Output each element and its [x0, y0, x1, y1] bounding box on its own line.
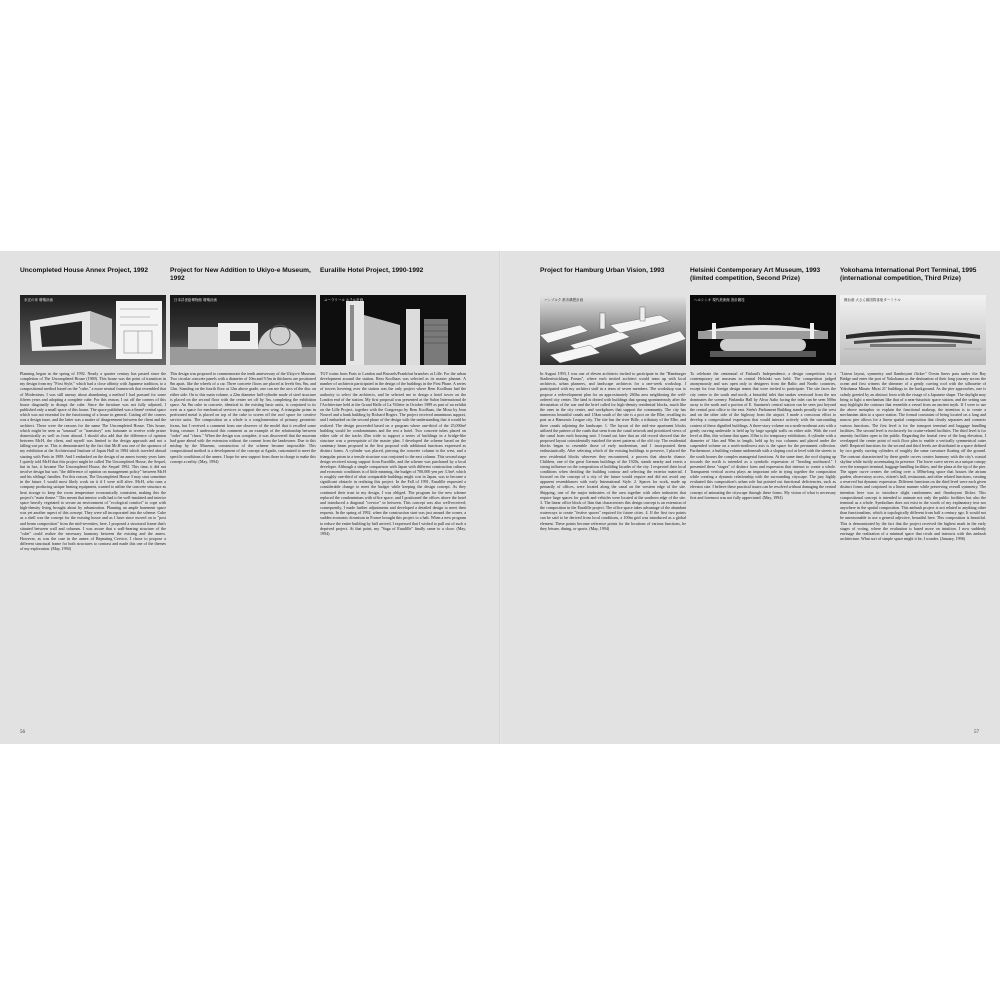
photo-caption: 未完の家 増築計画 [24, 298, 53, 302]
project-description [320, 371, 466, 536]
description-text: In August 1993, I was one of eleven architects invited to participate in the "Hamburger Stadtentwicklung Forum", where each invited architect would team up with local architects, urban planners, and landscape architects for a one-week workshop. I participated with my architect staff in a team of seven members. The workshop was to propose a redevelopment plan for an approximately 260ha area neighboring the well-ordered city center. The land is dotted with buildings that sprang spontaneously after the devastation of the war and the brief called for high-density residential blocks, much like the ones in the city center, and workplaces that support the community. The city has numerous beautiful canals and 15km south of the site is a port on the Elbe, recalling its past as a Hanseatic League city. The site has the river Bille, a tributary of the Elbe, and three canals adjoining the landscape. 1. The layout of the mid-rise apartment blocks utilized the pattern of the roads that stem from the canal network and prioritized views of the canal from each housing unit. I found out later that an old record showed that the proposed layout coincidentally matched the street patterns of the old city. The residential blocks began to resemble those of early modernism, and I incorporated them enthusiastically. After selecting which of the existing buildings to preserve, I placed the new residential blocks wherever they encountered, a process that absorbs chance. Children, one of the great German buildings of the 1920s, stands nearby and exerts a strong influence on the composition of building facades of the city. I respected their local conditions when deciding the building contour and selecting the exterior material. I focused on the concept of a city of the future would require and did not avoid any apparent resemblances with early International Style. 2. Spaces for work, made up primarily of offices, were located along the canal on the western edge of the site. Shipping, one of the major industries of the area together with other industries that require large spaces for goods and vehicles were located at the southern edge of the site. 3. The linear office block of 1km that characterizes this design concept is an extension of the composition in the Euralille project. The office space takes advantage of the abundant waterways to create "festive spaces" required for future cities. 4. If the first two points can be said to be derived from local conditions, a 100m grid was introduced as a global element. These points become reference points for the locations of various functions, be they leisure, dining, or sports. (May, 1994) [540, 371, 686, 531]
project-column-helsinki-art-museum [690, 267, 836, 737]
photo-caption: ハンブルク 都市構想計画 [544, 298, 584, 302]
project-description [540, 371, 686, 531]
description-text: This design was proposed to commemorate the tenth anniversary of the Ukiyo-e Museum. Two circular concrete panels with a diameter of 10m and 9.5m in thickness are positioned 8m apart, like the wheels of a car. Three concrete floors are placed at levels 6m, 8m, and 12m. Standing on the fourth floor at 12m above grade, one can see the arcs of the disc on either side. On to this main volume, a 22m diameter half-cylinder made of steel structure is placed on the second floor with the center set off by 3m, completing the exhibition space. An 8m cube in concrete, identical to the existing basic units, is conjoined to its west as a space for mechanical services to support the new wing. A triangular prism in perforated metal is placed on top of the cube to screen off the roof space for creative service units. The composition as a whole is a conglomeration of primary geometric forms, but I received a comment from one observer of the model that it recalled some living creature. I understood this comment as an example of the relationship between "order" and "chaos." When the design was complete, it was discovered that the museum had gone ahead with the extension without the consent from the landowner. Due to this mishap by the Museum, construction of the scheme became impossible. This compositional method is a development of the concept at Agadir, customized to meet the specific conditions of the annex. I hope for new support from those in charge to make this concept a reality. (May, 1994) [170, 371, 316, 464]
project-column-uncompleted-house-annex [20, 267, 166, 737]
project-photo [690, 295, 836, 365]
project-column-hamburg-urban-vision [540, 267, 686, 737]
description-text: TGV trains from Paris to London and Brussels/Frankfurt branches at Lille. For the urban development around the station, Rem Koolhaas was selected as its master planner. A number of architects participated in the design of the buildings in the First Phase. A series of towers hovering over the station was the only project where Rem Koolhaas had the authority to select the architects, and he selected me to design a hotel tower on the London end of the station. My first proposal was presented at the Salon International de l'Architecture held at the Grand Halle of La Villette in October 1989 as part of an exhibit on the Lille Project, together with the Congrexpo by Rem Koolhaas, the Mosa by Jean Nouvel and a bank building by Richard Rogers. The project received unanimous support, and I embarked on the second phase of the design with the understanding that it would be realized. The design proceeded based on a program where one-third of the 25,000m² building would be condominiums and the rest a hotel. Two concrete tubes placed on either side of the tracks 45m wide to support a series of buildings in a bridge-like structure was a prerequisite of the master plan. I developed the scheme based on the cantenary beam proposed in the first proposal with additional functions expressed as distinct forms. A cylinder was placed, piercing the concrete column to the west, and a triangular prism in a tensile structure was conjoined to the east column. This second stage design received strong support from Euralille, and the scheme was purchased by a local developer. Although a simple comparison with Japan with different construction cultures and economic conditions is of little meaning, the budget of 700,000 yen per 3.3m², which is roughly one-third of what comparable buildings might cost in Japan, was to become a significant obstacle in realizing this project. In the Fall of 1991, Euralille requested a considerable change to meet the budget while keeping the design concept. As they continued their trust in my design, I was obliged. The program for the new scheme replaced the condominium with office space, and I positioned the offices above the hotel and introduced a diagonal "cervice" in between. This concept was also well-received; consequently, I made further adjustments and developed a detailed design to meet their requests. In the spring of 1992, when the construction start was just around the corner, a sudden economic downturn in France brought this project to a halt. When a new program to reduce the entire building by half arrived, I expressed that I wished to pull out of such a deprived project. At that point, my "Saga of Euralille" finally came to a close. (May, 1994) [320, 371, 466, 536]
photo-caption: 日本浮世絵博物館 増築計画 [174, 298, 217, 302]
description-text: To celebrate the centennial of Finland's Independence, a design competition for a contemporary art museum in central Helsinki was held. The competition judged anonymously and was open only to designers from the Baltic and Nordic countries, except for four foreign design teams that were invited to participate. The site faces the city center to the south and north, a beautiful inlet that snakes westward from the sea dominates the scenery. Finlandia Hall by Alvar Aalto facing the inlet can be seen 500m away to the north and a portion of E. Saarinen's central station can be seen just beyond the central post office to the east. Sirén's Parliament Building stands proudly to the west and on the other side of the highway from the airport. I made a conscious effort to develop a compositional expression that would interact actively with the surrounding context of these dignified buildings. A three-story volume on a north-northeast axis with a gently curving underside is held up by large upright walls on either side. With the roof level at 40m, this volume that spans 110m is for temporary exhibitions. A cylinder with a diameter of 14m and 90m in length, held up by two columns and placed under the suspended volume on a north-northwest axis is the space for the permanent collection. Furthermore, a building volume underneath with a sloping roof at level with the streets to the south houses the complex managerial functions. At the same time, the roof sloping up towards the north is intended as a symbolic expression of "heading northward." I presented these "stages" of distinct form and expression that interact to create a whole. Transparent vertical access plays an important role in tying together the composition while creating a dynamic relationship with the surrounding cityscape. The jury highly evaluated this composition's urban role but pointed out functional deficiencies, such as elevator size. I believe these practical issues can be resolved without damaging the central concept of animating the cityscape through these forms. My vision of what is necessary first and foremost was not fully appreciated. (May, 1994) [690, 371, 836, 500]
project-column-yokohama-port-terminal [840, 267, 986, 737]
project-description [20, 371, 166, 551]
project-description [170, 371, 316, 464]
project-description [840, 371, 986, 541]
model-photo-illustration [690, 295, 836, 365]
photo-caption: ユーラリール ホテル計画 [324, 298, 364, 302]
description-text: "Linear layout, symmetry and flamboyant flicker" Ocean liners pass under the Bay Bridge and enter the port of Yokohama as the destination of their long journey across the ocean and first witness the shimmer of a gently curving roof with the silhouette of Yokohama Minato Mirai 21' buildings in the background. As the pier approaches, one is calmly greeted by an abstract form with the visage of a Japanese shape. The daylight may bring to light a mechanism like that of a near-futuristic space station, and the setting sun may highlight the contours that resemble a vessel from an ancient myth. If I were to use the above metaphor to explain the functional makeup, the intention is to create a mechanism akin to a space station. The formal constraint of being located on a long and narrow pier allows for a linear spatial composition that clearly separates and connects various functions. The first level is for the transport terminal and baggage handling facilities. The second level is exclusively for cruise-related facilities. The third level is for amenity facilities open to the public. Regarding the frontal view of the long elevation, I overlapped the center point of each floor plan to enable a vertically symmetrical outer shell. Required functions for the second and third levels are distributed in a space defined by two gently curving cylinders of roughly the same curvature floating off the ground. The contrast characterized by these gentle curves creates harmony with the city's coastal skyline while tacitly accentuating its presence. The lower curve serves as a unique canopy over the transport terminal, baggage handling facilities, and the plaza at the tip of the pier. The upper curve creates the ceiling over a 380m-long space that houses the atrium garden, observatory access, citizen's hall, restaurants, and other related functions, creating a reserved but dynamic expression. Different functions on the third level were each given distinct forms and conjoined in a linear manner while preserving overall symmetry. The intention here was to introduce slight randomness and flamboyant flicker. This compositional concept is intended to animate not only the public facilities but also the terminal as a whole. Symbolism does not exist in the words of my explanatory text nor anywhere in the spatial composition. This ambush project is not related to anything other than functionalism, which is topologically different from half a century ago. It would not be unreasonable to use a general adjective, beautiful here. This composition is beautiful. This is demonstrated by the fact that the project received the highest mark in the early stages of voting, where the evaluation is based more on intuition. I now suddenly envisage the realization of a minimal space that rivals and interacts with this ambush architecture. What sort of simple space might it be, I wonder. (January, 1996) [840, 371, 986, 541]
photo-caption: 横浜港 大さん橋国際客船ターミナル [844, 298, 901, 302]
model-photo-illustration [320, 295, 466, 365]
left-page-number: 56 [20, 730, 25, 735]
project-title: Project for New Addition to Ukiyo-e Museum, 1992 [170, 267, 311, 282]
book-gutter [499, 251, 501, 744]
description-text: Planning began in the spring of 1992. Nearly a quarter century has passed since the completion of The Uncompleted House (1969). This house was the point of transition in my design from my "First Style," which had a close affinity with Japanese tradition, to a compositional method based on the "cube," a more neutral framework that resembled that of Modernism. I was still uneasy about abandoning a method I had pursued for some fifteen years and adopting a complete cube. For this reason, I cut off the corners of this house diagonally to disrupt the cube. Since the furniture was not fully adjusted, I published only a small space of this house. The space published was a 6mm³ central space which was not essential for the functioning of a house in general. Cutting off the corners was a design issue, and the latter was a matter of disagreement between the client and the architect. These were the reasons for the name The Uncompleted House. This house, which might be seen as "unusual" or "transitory" was fortunate to receive wide praise domestically as well as from abroad. I should also add that the difference of opinion between Mr.H, the client, and myself was limited to the design approach and not a falling-out per se. This is demonstrated by the fact that Mr.H was one of the sponsors of my exhibition at the Architectural Institute of Japan Hall in 1984 which traveled abroad starting with Paris in 1989. And I embarked on the design of an annex twenty years later. I quietly told Mr.H that this project might be called The Uncompleted House, the Sequel, but in fact, it became The Uncompleted House, the Sequel 1992. This time, it did not involve design but was "the difference of opinion on management policy" between Mr.H and his siblings' families. For this reason, The Uncompleted House 3 may start sometime in the future. I would most likely work on it if I were still alive. Mr.H, who runs a company producing unique heating equipment, wanted to utilize the concrete structure as heat storage to keep the room temperature economically consistent, making this the project's "main theme." This meant that interior walls had to be well-insulated and interior space heavily vegetated to secure an environment of "ecological comfort" to cope with high-density living brought about by urbanization. Planning an ample basement space was yet another aspect of this concept. They were all incorporated into the scheme. Cube as a shell was the concept for the existing house and as I have since moved on to "post and beam composition" from the mid-seventies, here, I proposed a structural frame that's situated between wall and columns. I was aware that a wall-bearing structure of the "cube" could realize the necessary harmony between the existing and the annex. However, as was the case in the annex of Repeating Cervice, I chose to propose a different structural frame for both structures to contrast and made this one of the themes of my exploration. (May, 1994) [20, 371, 166, 552]
photo-caption: ヘルシンキ 現代美術館 設計競技 [694, 298, 745, 302]
project-photo [840, 295, 986, 365]
project-photo [540, 295, 686, 365]
model-photo-illustration [840, 295, 986, 365]
project-title: Euralille Hotel Project, 1990-1992 [320, 267, 424, 274]
project-column-ukiyoe-museum [170, 267, 316, 737]
book-spread [0, 251, 1000, 744]
project-photo [170, 295, 316, 365]
project-title: Yokohama International Port Terminal, 1995 (international competition, Third Prize) [840, 267, 977, 282]
project-title: Helsinki Contemporary Art Museum, 1993 (limited competition, Second Prize) [690, 267, 821, 282]
project-photo [320, 295, 466, 365]
project-title: Project for Hamburg Urban Vision, 1993 [540, 267, 665, 274]
project-photo [20, 295, 166, 365]
project-description [690, 371, 836, 500]
model-photo-illustration [20, 295, 166, 365]
model-photo-illustration [170, 295, 316, 365]
model-photo-illustration [540, 295, 686, 365]
right-page-number: 57 [974, 730, 979, 735]
project-column-euralille-hotel [320, 267, 466, 737]
project-title: Uncompleted House Annex Project, 1992 [20, 267, 149, 274]
